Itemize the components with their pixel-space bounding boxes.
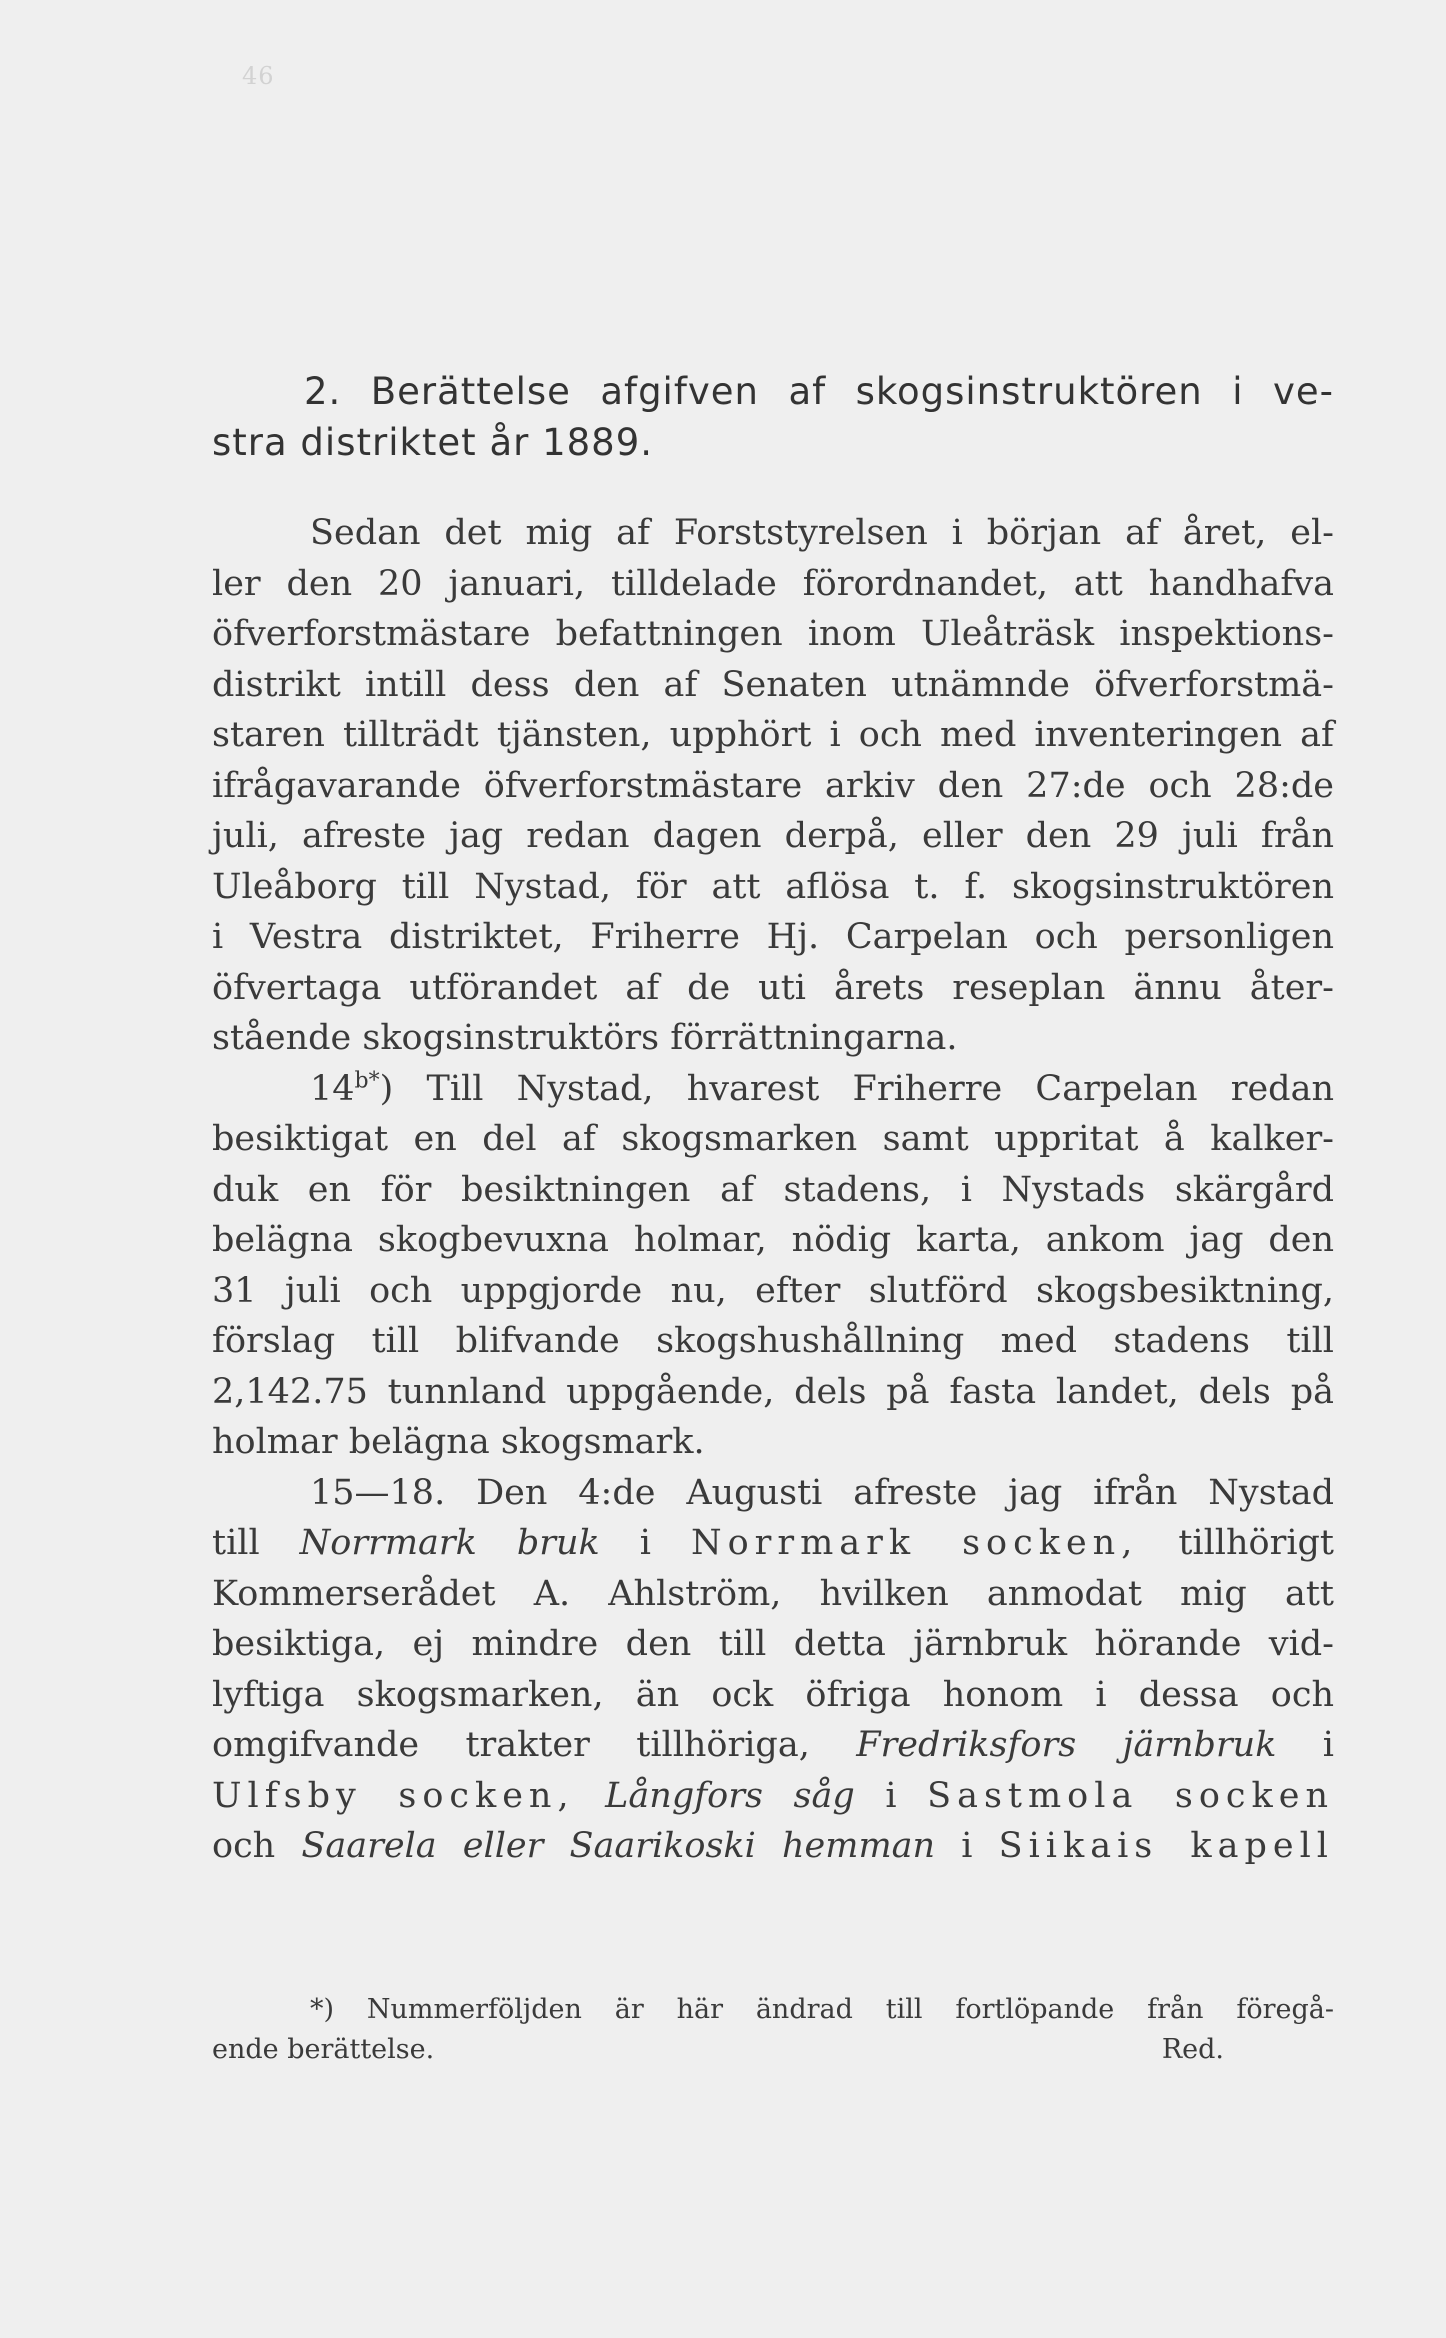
footnote-line: *) Nummerföljden är här ändrad till fortlöpande från föregå- bbox=[310, 1994, 1334, 2025]
text-line: stående skogsinstruktörs förrättningarna. bbox=[212, 1018, 958, 1058]
text-line: ifrågavarande öfverforstmästare arkiv den 27:de och 28:de bbox=[212, 765, 1334, 806]
item-superscript: b* bbox=[354, 1067, 380, 1093]
text-line: distrikt intill dess den af Senaten utnämnde öfverforstmä- bbox=[212, 664, 1334, 705]
text-line: Sedan det mig af Forststyrelsen i början af året, el- bbox=[310, 513, 1334, 553]
heading-line-1: 2. Berättelse afgifven af skogsinstruktören i ve- bbox=[304, 370, 1334, 413]
spaced-place-name: Ulfsby socken, bbox=[212, 1775, 575, 1816]
text-line bbox=[212, 1821, 1334, 1872]
text-line: besiktiga, ej mindre den till detta järnbruk hörande vid- bbox=[212, 1624, 1334, 1664]
text-line: belägna skogbevuxna holmar, nödig karta, ankom jag den bbox=[212, 1220, 1334, 1260]
text-line bbox=[212, 1518, 1334, 1569]
text-line: besiktigat en del af skogsmarken samt uppritat å kalker- bbox=[212, 1119, 1334, 1159]
text-line: ler den 20 januari, tilldelade förordnandet, att handhafva bbox=[212, 563, 1334, 604]
spaced-place-name: Sastmola socken bbox=[927, 1775, 1334, 1816]
text-fragment: och bbox=[212, 1826, 302, 1866]
text-fragment: i bbox=[935, 1826, 999, 1866]
text-fragment: till bbox=[212, 1523, 300, 1563]
italic-place-name: Norrmark bruk bbox=[299, 1523, 600, 1563]
paragraph-1 bbox=[212, 508, 1334, 1064]
text-line: juli, afreste jag redan dagen derpå, eller den 29 juli från bbox=[212, 816, 1334, 856]
text-fragment: tillhörigt bbox=[1138, 1523, 1334, 1563]
text-line: Kommerserådet A. Ahlström, hvilken anmodat mig att bbox=[212, 1573, 1334, 1614]
text-line bbox=[212, 1720, 1334, 1771]
italic-place-name: Saarela eller Saarikoski hemman bbox=[301, 1826, 936, 1866]
spaced-place-name: Norrmark socken, bbox=[690, 1523, 1139, 1563]
text-line: holmar belägna skogsmark. bbox=[212, 1422, 705, 1462]
text-line: 2,142.75 tunnland uppgående, dels på fasta landet, dels på bbox=[212, 1371, 1334, 1412]
footnote bbox=[212, 1990, 1334, 2070]
paragraph-2 bbox=[212, 1064, 1334, 1468]
text-fragment: i bbox=[599, 1523, 691, 1563]
item-number: 14 bbox=[310, 1068, 355, 1109]
text-line bbox=[212, 1064, 1334, 1115]
heading-line-2: stra distriktet år 1889. bbox=[212, 421, 654, 464]
editor-mark: Red. bbox=[1161, 2034, 1224, 2065]
text-line: förslag till blifvande skogshushållning med stadens till bbox=[212, 1321, 1334, 1361]
italic-place-name: Långfors såg bbox=[574, 1775, 855, 1816]
text-fragment: omgifvande trakter tillhöriga, bbox=[212, 1725, 857, 1765]
spaced-place-name: Siikais kapell bbox=[998, 1826, 1334, 1866]
text-line: 31 juli och uppgjorde nu, efter slutförd skogsbesiktning, bbox=[212, 1270, 1334, 1311]
text-line bbox=[212, 1771, 1334, 1822]
footnote-text: ende berättelse. bbox=[212, 2034, 435, 2065]
text-fragment: i bbox=[1276, 1725, 1334, 1765]
text-line: 15—18. Den 4:de Augusti afreste jag ifrån Nystad bbox=[310, 1472, 1334, 1513]
text-line: öfvertaga utförandet af de uti årets reseplan ännu åter- bbox=[212, 967, 1334, 1008]
paragraph-3 bbox=[212, 1468, 1334, 1872]
text-line: staren tillträdt tjänsten, upphört i och med inventeringen af bbox=[212, 715, 1334, 755]
section-heading bbox=[212, 366, 1334, 468]
text-line: öfverforstmästare befattningen inom Uleåträsk inspektions- bbox=[212, 614, 1334, 654]
footnote-line-last bbox=[212, 2030, 1334, 2070]
page-number: 46 bbox=[242, 62, 275, 90]
text-line: Uleåborg till Nystad, för att aflösa t. f. skogsinstruktören bbox=[212, 866, 1334, 907]
italic-place-name: Fredriksfors järnbruk bbox=[856, 1725, 1277, 1765]
text-line: lyftiga skogsmarken, än ock öfriga honom i dessa och bbox=[212, 1674, 1334, 1715]
text-line: duk en för besiktningen af stadens, i Nystads skärgård bbox=[212, 1169, 1334, 1210]
page-body bbox=[212, 366, 1334, 1872]
text-fragment: i bbox=[854, 1775, 928, 1816]
text-line: i Vestra distriktet, Friherre Hj. Carpelan och personligen bbox=[212, 917, 1334, 957]
text-fragment: ) Till Nystad, hvarest Friherre Carpelan redan bbox=[379, 1068, 1334, 1109]
